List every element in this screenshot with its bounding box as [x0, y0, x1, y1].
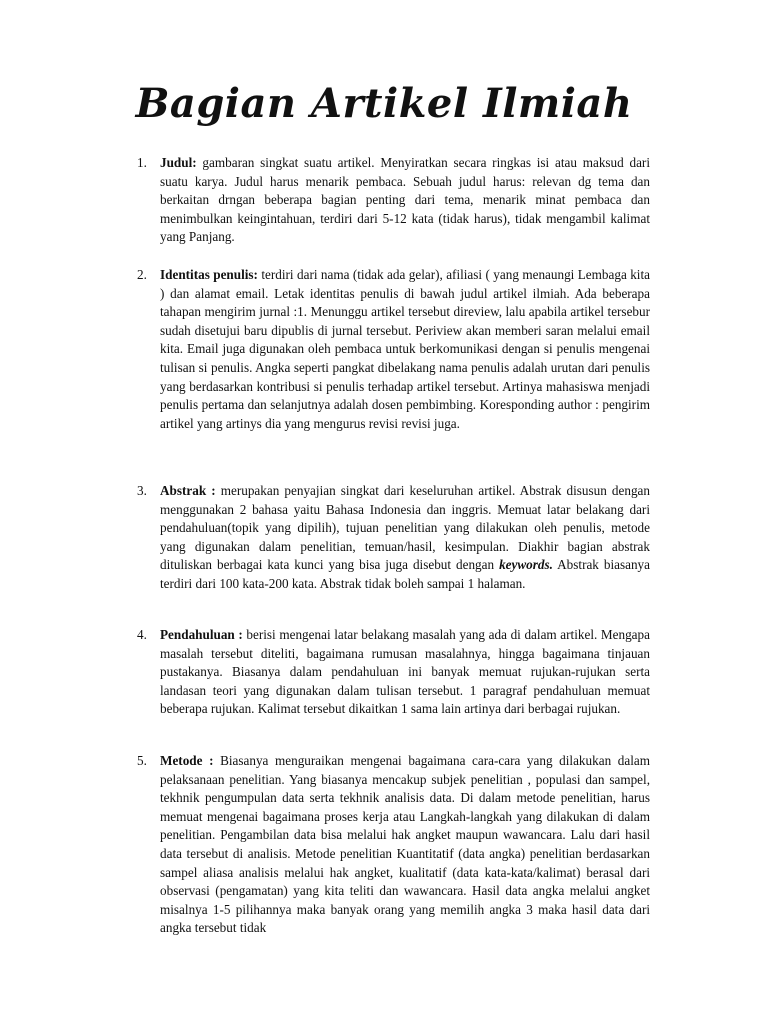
item-body-continued: Abstrak biasanya terdiri dari 100 kata-200 kata. Abstrak tidak boleh sampai 1 halaman.: [160, 557, 650, 591]
item-text: [160, 266, 650, 433]
item-body: Biasanya menguraikan mengenai bagaimana cara-cara yang dilakukan dalam pelaksanaan penelitian. Yang biasanya mencakup subjek penelitian , populasi dan sampel, tekhnik pengumpulan data serta tekhnik analisis data. Di dalam metode penelitian, harus memuat mengenai bagaimana proses kerja atau Langkah-langkah yang dilakukan di dalam penelitian. Pengambilan data bisa melalui hak angket maupun wawancara. Lalu dari hasil data tersebut di analisis. Metode penelitian Kuantitatif (data angka) penelitian berdasarkan sampel aliasa analisis melalui hak angket, kualitatif (data kata-kata/kalimat) berasal dari observasi (pengamatan) yang kita teliti dan wawancara. Hasil data angka melalui angket misalnya 1-5 pilihannya maka banyak orang yang memilih angka 3 maka hasil data dari angka tersebut tidak: [160, 753, 650, 936]
item-text: [160, 482, 650, 594]
item-term: Metode :: [160, 753, 214, 768]
item-text: [160, 154, 650, 247]
item-term: Pendahuluan :: [160, 627, 243, 642]
item-term: Abstrak :: [160, 483, 216, 498]
document-title: Bagian Artikel Ilmiah: [135, 80, 633, 127]
item-text: [160, 752, 650, 938]
item-keyword: keywords.: [499, 557, 553, 573]
item-number: 5.: [137, 753, 147, 768]
item-term: Judul:: [160, 155, 197, 170]
item-body: berisi mengenai latar belakang masalah yang ada di dalam artikel. Mengapa masalah tersebut diteliti, bagaimana rumusan masalahnya, hingga bagaimana tinjauan pustakanya. Biasanya dalam pendahuluan ini banyak memuat rujukan-rujukan serta landasan teori yang digunakan dalam tulisan tersebut. 1 paragraf pendahuluan memuat beberapa rujukan. Kalimat tersebut dikaitkan 1 sama lain artinya dari berbagai rujukan.: [160, 627, 650, 717]
item-number: 3.: [137, 483, 147, 498]
item-body: gambaran singkat suatu artikel. Menyiratkan secara ringkas isi atau maksud dari suatu karya. Judul harus menarik pembaca. Sebuah judul harus: relevan dg tema dan berkaitan drngan beberapa bagian penting dari tema, menarik minat pembaca dan menimbulkan keingintahuan, terdiri dari 5-12 kata (tidak harus), tidak mengambil kalimat yang Panjang.: [160, 155, 650, 245]
item-number: 4.: [137, 627, 147, 642]
item-text: [160, 626, 650, 719]
item-body: terdiri dari nama (tidak ada gelar), afiliasi ( yang menaungi Lembaga kita ) dan alamat email. Letak identitas penulis di bawah judul artikel ilmiah. Ada beberapa tahapan mengirim jurnal :1. Menunggu artikel tersebut direview, lalu apabila artikel tersebur sudah disetujui baru dipublis di jurnal tersebut. Periview akan memberi saran melalui email kita. Email juga digunakan oleh pembaca untuk berkomunikasi dengan si penulis mengenai tulisan si penulis. Angka seperti pangkat dibelakang nama penulis adalah urutan dari penulis yang berdasarkan kontribusi si penulis terhadap artikel tersebut. Artinya mahasiswa menjadi penulis pertama dan selanjutnya adalah dosen pembimbing. Koresponding author : pengirim artikel yang artinys dia yang mengurus revisi revisi juga.: [160, 267, 650, 431]
item-term: Identitas penulis:: [160, 267, 258, 282]
item-number: 1.: [137, 155, 147, 170]
item-body: merupakan penyajian singkat dari keseluruhan artikel. Abstrak disusun dengan menggunakan 2 bahasa yaitu Bahasa Indonesia dan inggris. Memuat latar belakang dari pendahuluan(topik yang dipilih), tujuan penelitian yang dilakukan oleh penulis, metode yang digunakan dalam penelitian, temuan/hasil, kesimpulan. Diakhir bagian abstrak dituliskan berbagai kata kunci yang bisa juga disebut dengan: [160, 483, 650, 573]
item-number: 2.: [137, 267, 147, 282]
